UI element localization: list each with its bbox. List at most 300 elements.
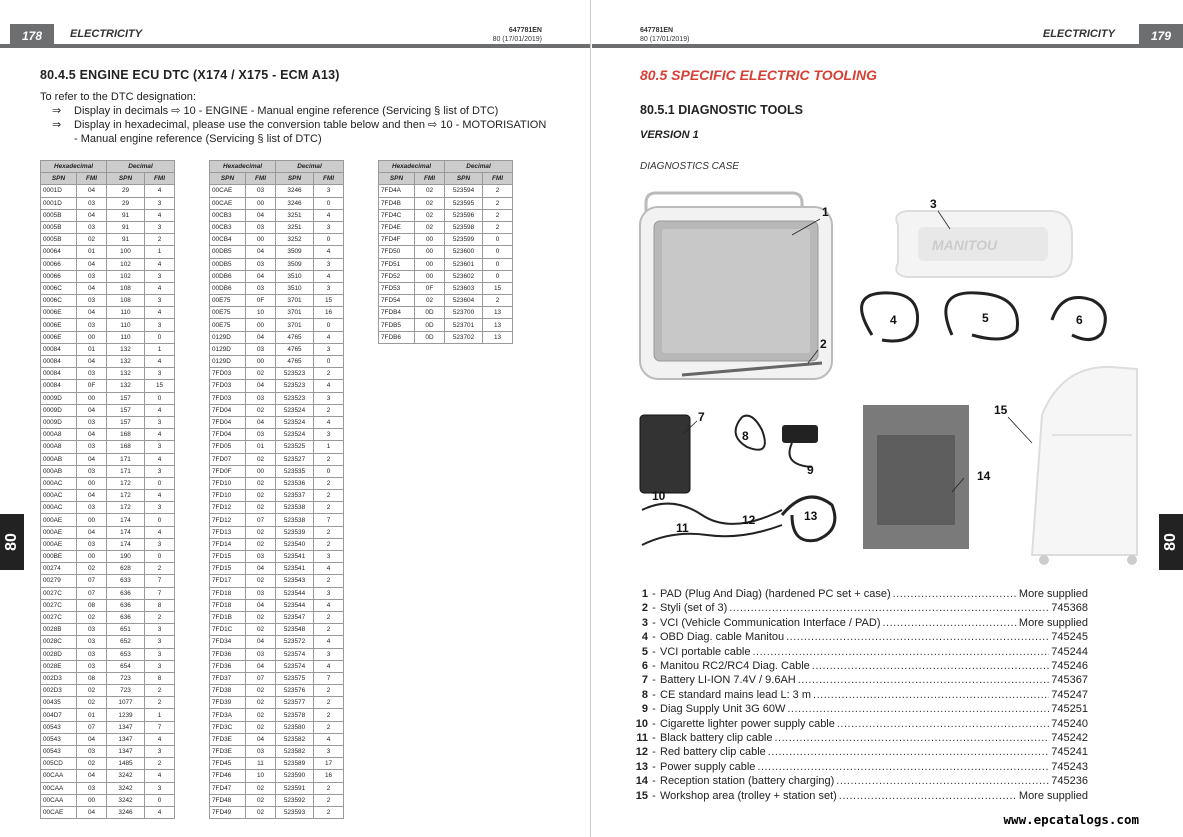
dec-spn-cell: 628 [107, 563, 145, 575]
dec-spn-cell: 523580 [276, 721, 314, 733]
dec-fmi-cell: 0 [145, 551, 175, 563]
part-number: 6 [641, 660, 648, 673]
table-row [210, 392, 344, 404]
right-page [592, 0, 1183, 837]
hex-spn-cell: 00CAA [41, 782, 77, 794]
dec-spn-cell: 654 [107, 660, 145, 672]
hex-spn-cell: 7FD4B [379, 197, 415, 209]
dec-fmi-cell: 4 [145, 258, 175, 270]
dec-spn-cell: 523576 [276, 685, 314, 697]
hex-fmi-cell: 04 [246, 270, 276, 282]
hex-fmi-cell: 00 [415, 270, 445, 282]
table-row [41, 356, 175, 368]
dec-spn-cell: 3701 [276, 295, 314, 307]
hex-spn-cell: 7FD18 [210, 599, 246, 611]
dec-fmi-cell: 4 [145, 733, 175, 745]
table-row [210, 538, 344, 550]
hex-fmi-cell: 04 [77, 209, 107, 221]
callout-2: 2 [820, 337, 827, 351]
part-reference: More supplied [1018, 789, 1088, 802]
part-label: Red battery clip cable [660, 746, 766, 759]
part-number: 15 [635, 789, 648, 802]
dec-spn-cell: 723 [107, 685, 145, 697]
table-row [41, 514, 175, 526]
part-label: Diag Supply Unit 3G 60W [660, 703, 786, 716]
dec-spn-cell: 91 [107, 221, 145, 233]
intro-line: To refer to the DTC designation: [40, 91, 196, 103]
hex-fmi-cell: 11 [246, 758, 276, 770]
hex-spn-cell: 000BE [41, 551, 77, 563]
hex-spn-cell: 7FDB4 [379, 307, 415, 319]
dec-fmi-cell: 3 [314, 392, 344, 404]
dec-fmi-cell: 3 [314, 221, 344, 233]
table-row [210, 599, 344, 611]
dec-spn-cell: 172 [107, 502, 145, 514]
dec-spn-cell: 132 [107, 343, 145, 355]
hex-fmi-cell: 0F [77, 380, 107, 392]
header-decimal: Decimal [276, 161, 344, 173]
dec-fmi-cell: 1 [314, 441, 344, 453]
dec-fmi-cell: 2 [314, 490, 344, 502]
hex-fmi-cell: 00 [415, 258, 445, 270]
header-fmi: FMI [483, 173, 513, 185]
part-dash: - [652, 775, 656, 788]
part-dash: - [652, 660, 656, 673]
bullet-decimal [40, 104, 560, 118]
vci-drawing [896, 211, 1072, 277]
hex-spn-cell: 0027C [41, 599, 77, 611]
table-row [210, 343, 344, 355]
dec-spn-cell: 29 [107, 197, 145, 209]
part-dash: - [652, 631, 656, 644]
dec-spn-cell: 3246 [276, 185, 314, 197]
header-spn: SPN [379, 173, 415, 185]
table-row [41, 282, 175, 294]
dec-fmi-cell: 3 [145, 782, 175, 794]
hex-spn-cell: 00066 [41, 258, 77, 270]
dec-fmi-cell: 4 [314, 246, 344, 258]
table-row [210, 770, 344, 782]
hex-fmi-cell: 02 [246, 575, 276, 587]
hex-fmi-cell: 02 [246, 721, 276, 733]
dec-spn-cell: 636 [107, 587, 145, 599]
dec-spn-cell: 108 [107, 282, 145, 294]
hex-spn-cell: 7FD17 [210, 575, 246, 587]
table-row [41, 526, 175, 538]
left-header-rule [0, 44, 590, 48]
hex-spn-cell: 7FD3E [210, 746, 246, 758]
dec-fmi-cell: 2 [145, 234, 175, 246]
dec-spn-cell: 523527 [276, 453, 314, 465]
right-side-tab: 80 [1159, 514, 1183, 570]
hex-spn-cell: 000AC [41, 502, 77, 514]
dec-fmi-cell: 4 [314, 209, 344, 221]
hex-fmi-cell: 02 [246, 709, 276, 721]
callout-6: 6 [1076, 313, 1083, 327]
hex-fmi-cell: 0F [415, 282, 445, 294]
dtc-table-1 [40, 160, 175, 819]
part-dash: - [652, 645, 656, 658]
dec-fmi-cell: 4 [314, 416, 344, 428]
hex-spn-cell: 00435 [41, 697, 77, 709]
dec-fmi-cell: 15 [314, 295, 344, 307]
hex-fmi-cell: 02 [415, 209, 445, 221]
dec-fmi-cell: 2 [145, 685, 175, 697]
hex-spn-cell: 00CAE [210, 185, 246, 197]
dec-spn-cell: 523702 [445, 331, 483, 343]
table-row [379, 234, 513, 246]
list-item [632, 789, 1088, 803]
right-doc-code: 647781EN [640, 27, 674, 34]
dec-spn-cell: 523525 [276, 441, 314, 453]
hex-spn-cell: 0006E [41, 331, 77, 343]
dot-leader [798, 673, 1050, 687]
hex-fmi-cell: 04 [77, 356, 107, 368]
dec-spn-cell: 523524 [276, 429, 314, 441]
dtc-table-2 [209, 160, 344, 819]
hex-spn-cell: 000AE [41, 538, 77, 550]
dec-spn-cell: 3251 [276, 209, 314, 221]
table-row [41, 648, 175, 660]
left-doc-date: 80 (17/01/2019) [492, 36, 542, 43]
hex-spn-cell: 7FD15 [210, 551, 246, 563]
part-reference: 745236 [1051, 775, 1088, 788]
table-row [210, 441, 344, 453]
hex-fmi-cell: 02 [246, 685, 276, 697]
part-number: 14 [635, 775, 648, 788]
table-row [210, 709, 344, 721]
hex-spn-cell: 00CAE [41, 806, 77, 818]
hex-spn-cell: 7FD05 [210, 441, 246, 453]
table-row [41, 587, 175, 599]
hex-fmi-cell: 03 [246, 343, 276, 355]
dec-spn-cell: 636 [107, 611, 145, 623]
hex-spn-cell: 7FD3C [210, 721, 246, 733]
table-row [41, 368, 175, 380]
dec-spn-cell: 523578 [276, 709, 314, 721]
hex-fmi-cell: 03 [246, 551, 276, 563]
dec-spn-cell: 652 [107, 636, 145, 648]
part-dash: - [652, 588, 656, 600]
hex-spn-cell: 00DB6 [210, 270, 246, 282]
dec-spn-cell: 110 [107, 307, 145, 319]
hex-spn-cell: 00CAA [41, 794, 77, 806]
callout-5: 5 [982, 311, 989, 325]
hex-fmi-cell: 0D [415, 331, 445, 343]
dec-fmi-cell: 3 [314, 282, 344, 294]
dec-fmi-cell: 3 [314, 258, 344, 270]
callout-1: 1 [822, 205, 829, 219]
dec-fmi-cell: 3 [145, 441, 175, 453]
hex-spn-cell: 7FDB6 [379, 331, 415, 343]
list-item [632, 717, 1088, 731]
hex-spn-cell: 7FDB5 [379, 319, 415, 331]
dec-fmi-cell: 3 [145, 648, 175, 660]
kit-drawing [632, 185, 1152, 580]
part-label: VCI (Vehicle Communication Interface / PAD) [660, 616, 881, 629]
dec-spn-cell: 1077 [107, 697, 145, 709]
dec-fmi-cell: 2 [483, 197, 513, 209]
header-hexadecimal: Hexadecimal [41, 161, 107, 173]
table-row [41, 721, 175, 733]
diagnostics-case-label: DIAGNOSTICS CASE [640, 161, 739, 172]
dec-spn-cell: 132 [107, 356, 145, 368]
mains-lead-drawing [736, 416, 765, 450]
table-row [210, 514, 344, 526]
table-row [41, 770, 175, 782]
list-item [632, 587, 1088, 601]
part-label: PAD (Plug And Diag) (hardened PC set + case) [660, 588, 891, 600]
hex-spn-cell: 0028D [41, 648, 77, 660]
dec-fmi-cell: 2 [145, 563, 175, 575]
hex-spn-cell: 00E75 [210, 319, 246, 331]
hex-spn-cell: 00084 [41, 368, 77, 380]
table-row [41, 636, 175, 648]
table-row [210, 746, 344, 758]
table-row [41, 709, 175, 721]
table-row [41, 660, 175, 672]
hex-fmi-cell: 04 [246, 331, 276, 343]
dec-fmi-cell: 0 [483, 270, 513, 282]
bullet-hexadecimal-cont: - Manual engine reference (Servicing § list of DTC) [74, 133, 322, 145]
hex-fmi-cell: 04 [246, 209, 276, 221]
dec-spn-cell: 102 [107, 270, 145, 282]
hex-spn-cell: 000AB [41, 453, 77, 465]
hex-fmi-cell: 03 [77, 197, 107, 209]
table-row [210, 270, 344, 282]
callout-10: 10 [652, 489, 666, 503]
dec-spn-cell: 3701 [276, 319, 314, 331]
table-row [210, 660, 344, 672]
hex-fmi-cell: 10 [246, 307, 276, 319]
table-row [41, 331, 175, 343]
hex-fmi-cell: 02 [246, 368, 276, 380]
hex-fmi-cell: 02 [246, 490, 276, 502]
dec-fmi-cell: 3 [314, 551, 344, 563]
dec-fmi-cell: 1 [145, 343, 175, 355]
hex-spn-cell: 000A8 [41, 429, 77, 441]
hex-fmi-cell: 02 [246, 477, 276, 489]
table-row [41, 270, 175, 282]
hex-fmi-cell: 03 [77, 319, 107, 331]
table-row [210, 477, 344, 489]
part-reference: 745241 [1051, 746, 1088, 759]
table-row [379, 209, 513, 221]
list-item [632, 673, 1088, 687]
table-row [41, 392, 175, 404]
table-row [210, 648, 344, 660]
left-section-name: ELECTRICITY [70, 28, 143, 40]
hex-fmi-cell: 02 [246, 794, 276, 806]
part-number: 4 [641, 631, 648, 644]
dec-fmi-cell: 3 [314, 746, 344, 758]
table-row [41, 380, 175, 392]
dec-fmi-cell: 3 [145, 295, 175, 307]
dec-spn-cell: 1485 [107, 758, 145, 770]
hex-fmi-cell: 07 [77, 575, 107, 587]
dec-fmi-cell: 3 [145, 660, 175, 672]
part-number: 3 [641, 616, 648, 629]
hex-fmi-cell: 00 [415, 246, 445, 258]
hex-spn-cell: 7FD12 [210, 502, 246, 514]
dec-spn-cell: 723 [107, 672, 145, 684]
right-header-rule [592, 44, 1183, 48]
dec-fmi-cell: 7 [145, 575, 175, 587]
hex-fmi-cell: 03 [77, 441, 107, 453]
dec-spn-cell: 523589 [276, 758, 314, 770]
dec-spn-cell: 3510 [276, 282, 314, 294]
part-reference: 745246 [1051, 660, 1088, 673]
hex-spn-cell: 00DB5 [210, 246, 246, 258]
part-number: 13 [635, 760, 648, 773]
dec-spn-cell: 3510 [276, 270, 314, 282]
left-header [0, 24, 590, 44]
dec-fmi-cell: 3 [145, 636, 175, 648]
table-row [210, 295, 344, 307]
dec-fmi-cell: 4 [145, 429, 175, 441]
battery-drawing [640, 415, 690, 493]
hex-fmi-cell: 03 [246, 648, 276, 660]
part-reference: 745251 [1051, 703, 1088, 716]
hex-spn-cell: 7FD39 [210, 697, 246, 709]
hex-fmi-cell: 02 [77, 758, 107, 770]
hex-spn-cell: 0009D [41, 416, 77, 428]
part-reference: 745247 [1051, 688, 1088, 701]
table-row [41, 441, 175, 453]
dec-fmi-cell: 4 [145, 490, 175, 502]
dec-fmi-cell: 2 [314, 502, 344, 514]
hex-fmi-cell: 03 [246, 221, 276, 233]
dec-fmi-cell: 8 [145, 672, 175, 684]
part-dash: - [652, 674, 656, 687]
table-row [41, 185, 175, 197]
hex-fmi-cell: 03 [246, 185, 276, 197]
hex-spn-cell: 00064 [41, 246, 77, 258]
dec-fmi-cell: 0 [314, 356, 344, 368]
dec-spn-cell: 523536 [276, 477, 314, 489]
dec-spn-cell: 523547 [276, 611, 314, 623]
hex-spn-cell: 00CB3 [210, 209, 246, 221]
table-row [41, 685, 175, 697]
hex-spn-cell: 005CD [41, 758, 77, 770]
hex-spn-cell: 7FD0F [210, 465, 246, 477]
dec-spn-cell: 523541 [276, 563, 314, 575]
hex-spn-cell: 00E75 [210, 295, 246, 307]
hex-fmi-cell: 02 [246, 782, 276, 794]
hex-spn-cell: 000AE [41, 514, 77, 526]
hex-fmi-cell: 07 [246, 672, 276, 684]
dec-fmi-cell: 8 [145, 599, 175, 611]
hex-fmi-cell: 03 [77, 624, 107, 636]
dec-spn-cell: 3251 [276, 221, 314, 233]
hex-fmi-cell: 03 [77, 660, 107, 672]
hex-fmi-cell: 00 [77, 392, 107, 404]
dec-fmi-cell: 3 [145, 197, 175, 209]
dec-spn-cell: 523577 [276, 697, 314, 709]
version-label: VERSION 1 [640, 129, 699, 141]
hex-spn-cell: 7FD36 [210, 648, 246, 660]
part-label: Reception station (battery charging) [660, 775, 835, 788]
hex-fmi-cell: 04 [77, 282, 107, 294]
part-dash: - [652, 688, 656, 701]
header-spn: SPN [210, 173, 246, 185]
dec-fmi-cell: 4 [145, 282, 175, 294]
hex-fmi-cell: 04 [246, 246, 276, 258]
hex-spn-cell: 7FD07 [210, 453, 246, 465]
table-row [41, 295, 175, 307]
table-row [210, 685, 344, 697]
dec-fmi-cell: 2 [314, 575, 344, 587]
dec-spn-cell: 523700 [445, 307, 483, 319]
dec-spn-cell: 172 [107, 490, 145, 502]
dec-spn-cell: 3509 [276, 258, 314, 270]
hex-fmi-cell: 02 [246, 624, 276, 636]
dec-spn-cell: 29 [107, 185, 145, 197]
hex-fmi-cell: 10 [246, 770, 276, 782]
hex-spn-cell: 000AE [41, 526, 77, 538]
callout-11: 11 [676, 521, 689, 535]
hex-fmi-cell: 02 [415, 185, 445, 197]
dec-spn-cell: 523523 [276, 368, 314, 380]
list-item [632, 774, 1088, 788]
dec-spn-cell: 157 [107, 404, 145, 416]
dec-fmi-cell: 2 [314, 782, 344, 794]
dec-fmi-cell: 2 [314, 624, 344, 636]
dec-fmi-cell: 2 [314, 685, 344, 697]
dec-fmi-cell: 0 [483, 234, 513, 246]
dec-fmi-cell: 13 [483, 331, 513, 343]
header-decimal: Decimal [445, 161, 513, 173]
hex-spn-cell: 000AB [41, 465, 77, 477]
part-reference: 745367 [1051, 674, 1088, 687]
hex-spn-cell: 00543 [41, 721, 77, 733]
table-row [379, 331, 513, 343]
hex-fmi-cell: 04 [246, 599, 276, 611]
hex-spn-cell: 00066 [41, 270, 77, 282]
dec-spn-cell: 91 [107, 209, 145, 221]
table-row [41, 697, 175, 709]
hex-fmi-cell: 03 [77, 295, 107, 307]
dec-spn-cell: 523596 [445, 209, 483, 221]
table-row [41, 465, 175, 477]
hex-fmi-cell: 00 [77, 551, 107, 563]
table-row [379, 295, 513, 307]
hex-spn-cell: 0005B [41, 209, 77, 221]
table-row [41, 246, 175, 258]
hex-fmi-cell: 02 [246, 611, 276, 623]
dec-fmi-cell: 15 [483, 282, 513, 294]
table-row [210, 587, 344, 599]
dec-spn-cell: 523599 [445, 234, 483, 246]
hex-fmi-cell: 03 [77, 368, 107, 380]
table-row [210, 282, 344, 294]
hex-fmi-cell: 01 [77, 709, 107, 721]
hex-fmi-cell: 04 [77, 307, 107, 319]
table-row [210, 782, 344, 794]
dec-spn-cell: 523592 [276, 794, 314, 806]
callout-13: 13 [804, 509, 818, 523]
hex-spn-cell: 7FD54 [379, 295, 415, 307]
dtc-table-3 [378, 160, 513, 344]
table-row [41, 624, 175, 636]
dec-fmi-cell: 3 [314, 587, 344, 599]
list-item [632, 616, 1088, 630]
table-row [41, 782, 175, 794]
dec-fmi-cell: 4 [314, 636, 344, 648]
table-row [210, 331, 344, 343]
dec-fmi-cell: 4 [145, 209, 175, 221]
dec-spn-cell: 172 [107, 477, 145, 489]
